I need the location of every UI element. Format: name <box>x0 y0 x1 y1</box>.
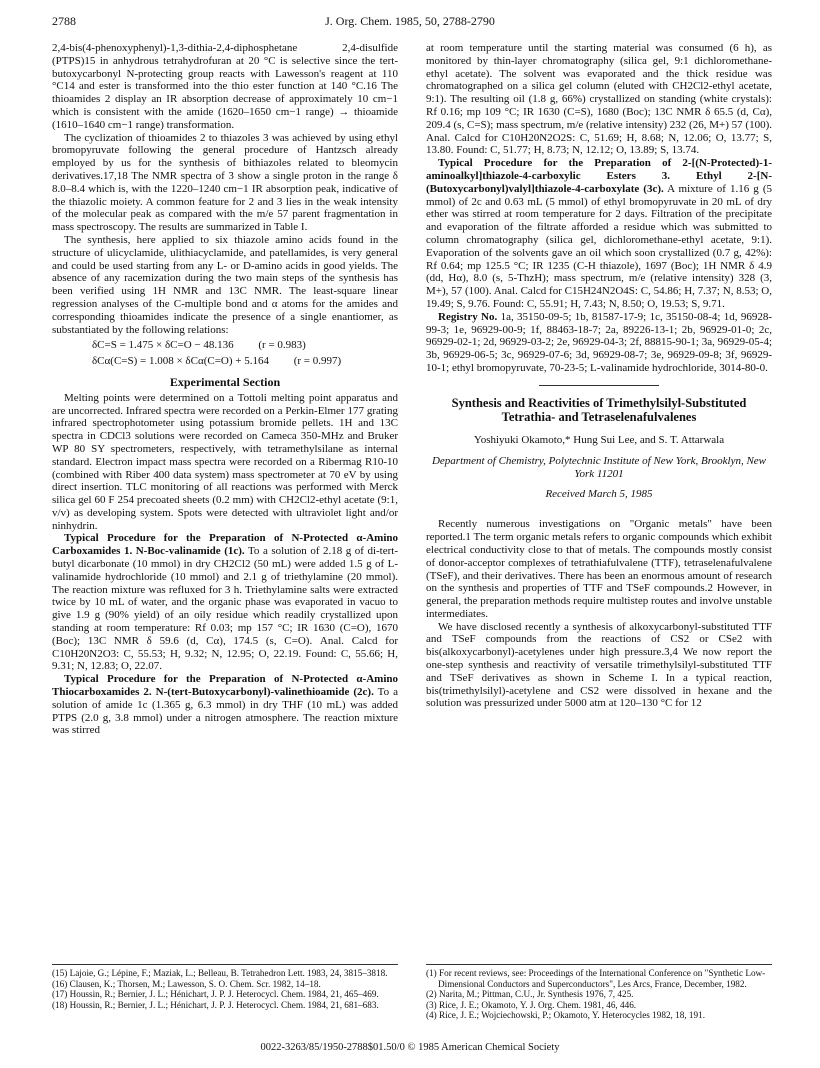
paragraph: Recently numerous investigations on "Organic metals" have been reported.1 The term organic metals refers to organic compounds which exhibit electrical conductivity close to that of metals. The compounds mostly consist of donor-acceptor complexes of tetrathiafulvalene (TTF), tetraselenafulvalene (TSeF), and their derivatives. There has been an enormous amount of research on the synthesis and properties of TTF and TSeF compounds.2 However, in general, the preparation methods require multistep routes and involve unstable intermediates. <box>426 518 772 620</box>
paragraph <box>426 157 772 311</box>
page-footer: 0022-3263/85/1950-2788$01.50/0 © 1985 American Chemical Society <box>260 1042 560 1053</box>
footnote: (4) Rice, J. E.; Wojciechowski, P.; Okamoto, Y. Heterocycles 1982, 18, 191. <box>426 1010 706 1021</box>
paragraph <box>426 311 772 375</box>
footnotes-right <box>426 964 772 1021</box>
procedure-heading: Typical Procedure for the Preparation of N-Protected α-Amino Thiocarboxamides 2. N-(tert-Butoxycarbonyl)-valinethioamide (2c). <box>52 673 398 699</box>
equation-2-body: δCα(C=S) = 1.008 × δCα(C=O) + 5.164 <box>92 355 269 368</box>
page-number: 2788 <box>52 14 76 28</box>
article-affiliation: Department of Chemistry, Polytechnic Institute of New York, Brooklyn, New York 11201 <box>431 454 767 480</box>
registry-heading: Registry No. <box>438 310 498 323</box>
equation-1-body: δC=S = 1.475 × δC=O − 48.136 <box>92 339 234 352</box>
equation-1 <box>52 339 398 352</box>
journal-citation: J. Org. Chem. 1985, 50, 2788-2790 <box>325 14 495 28</box>
footnote: (16) Clausen, K.; Thorsen, M.; Lawesson, S. O. Chem. Scr. 1982, 14–18. <box>52 978 321 989</box>
footnote: (3) Rice, J. E.; Okamoto, Y. J. Org. Chem. 1981, 46, 446. <box>426 999 637 1010</box>
paragraph <box>52 673 398 737</box>
equation-2-r: (r = 0.997) <box>293 355 342 368</box>
equation-1-r: (r = 0.983) <box>258 339 306 352</box>
paragraph: The synthesis, here applied to six thiazole amino acids found in the structure of ulicyclamide, ulithiacyclamide, and patellamides, is very general and could be used starting from any L- or D-amino acids in good yields. The absence of any racemization during the two main steps of the synthesis has been verified using 1H NMR and 13C NMR. The least-square linear regression analyses of the C-multiple bond and α atoms for the amides and corresponding thioamides indicate the presence of a single enantiomer, as substantiated by the following relations: <box>52 233 398 336</box>
procedure-text: To a solution of 2.18 g of di-tert-butyl dicarbonate (10 mmol) in dry CH2Cl2 (50 mL) were added 1.5 g of L-valinamide hydrochloride (10 mmol) and 2.1 g of triethylamine (20 mmol). The reaction mixture was refluxed for 3 h. Triethylamine salts were extracted twice by 10 mL of water, and the organic phase was evaporated in vacuo to give 1.9 g (90% yield) of an oily residue which readily crystallized upon standing at room temperature: Rf 0.03; mp 157 °C; IR 1630 (C=O), 1670 (Boc); 13C NMR δ 59.6 (d, Cα), 174.5 (s, C=O). Anal. Calcd for C10H20N2O3: C, 55.53; H, 9.32; N, 12.95; O, 22.19. Found: C, 55.66; H, 9.31; N, 12.83; O, 22.07. <box>52 545 399 673</box>
procedure-text: A mixture of 1.16 g (5 mmol) of 2c and 0.63 mL (5 mmol) of ethyl bromopyruvate in 20 mL of dry ether was stirred at room temperature for 2 days. Filtration of the precipitate and evaporation of the filtrate afforded a residue which was submitted to column chromatography (silica gel, dichloromethane-ethyl acetate, 9:1). Evaporation of the solvents gave an oil which soon crystallized (0.7 g, 42%): Rf 0.64; mp 125.5 °C; IR 1235 (C-H thiazole), 1697 (Boc); 1H NMR δ 4.9 (dd, Hα), 8.0 (s, 5-ThzH); mass spectrum, m/e (relative intensity) 328 (3, M+), 57 (100). Anal. Calcd for C15H24N2O4S: C, 54.86; H, 7.37; N, 8.53; O, 19.49; S, 9.76. Found: C, 55.91; H, 7.43; N, 8.50; O, 19.53; S, 9.71. <box>426 182 772 310</box>
paragraph: Melting points were determined on a Tottoli melting point apparatus and are uncorrected. Infrared spectra were recorded on a Perkin-Elmer 177 grating infrared spectrophotometer using potassium bromide pellets. 1H and 13C spectra in CDCl3 solutions were recorded on Cameca 350-MHz and Bruker WP 80 SY spectrometers, respectively, with tetramethylsilane as internal standard. Electron impact mass spectra were recorded on a Ribermag R10-10 (combined with Riber 400 data system) mass spectrometer at 70 eV by using direct insertion. TLC monitoring of all reactions was performed with Merck silica gel 60 F 254 precoated sheets (0.2 mm) with CH2Cl2-ethyl acetate (9:1, v/v) as developing system. Spots were detected with ultraviolet light and/or ninhydrin. <box>52 391 398 532</box>
paragraph: We have disclosed recently a synthesis of alkoxycarbonyl-substituted TTF and TSeF compounds from the reactions of CS2 or CSe2 with bis(alkoxycarbonyl)-acetylenes under high pressure.3,4 We now report the one-step synthesis and reactivity of versatile trimethylsilyl-substituted TTF and TSeF derivatives as shown in Scheme I. In a typical reaction, bis(trimethylsilyl)-acetylene and CS2 were dissolved in hexane and the solution was pressurized under 5000 atm at 120–130 °C for 12 <box>426 620 772 710</box>
paragraph: at room temperature until the starting material was consumed (6 h), as monitored by thin-layer chromatography (silica gel, 9:1 dichloromethane-ethyl acetate). The solvent was evaporated and the thick residue was chromatographed on a silica gel column (eluted with CH2Cl2-ethyl acetate, 9:1). The resulting oil (1.8 g, 66%) crystallized on standing (white crystals): Rf 0.16; mp 109 °C; IR 1630 (C=S), 1680 (Boc); 13C NMR δ 65.5 (d, Cα), 209.4 (s, C=S); mass spectrum, m/e (relative intensity) 232 (26, M+) 57 (100). Anal. Calcd for C10H20N2O2S: C, 51.69; H, 8.68; N, 12.06; O, 13.77; S, 13.80. Found: C, 51.77; H, 8.73; N, 12.12; O, 13.89; S, 13.74. <box>426 42 772 157</box>
article-separator <box>539 385 659 386</box>
right-column <box>426 42 772 710</box>
footnote: (18) Houssin, R.; Bernier, J. L.; Hénichart, J. P. J. Heterocycl. Chem. 1984, 21, 681–683. <box>52 999 379 1010</box>
article-authors: Yoshiyuki Okamoto,* Hung Sui Lee, and S. T. Attarwala <box>473 433 725 446</box>
footnote: (1) For recent reviews, see: Proceedings of the International Conference on "Synthetic Low-Dimensional Conductors and Superconductors", Les Arcs, France, December, 1982. <box>426 968 766 989</box>
footnote-rule <box>426 964 772 965</box>
registry-text: 1a, 35150-09-5; 1b, 81587-17-9; 1c, 35150-08-4; 1d, 96928-99-3; 1e, 96929-00-9; 1f, 88463-18-7; 2a, 89226-13-1; 2b, 96929-01-0; 2c, 96929-02-1; 2d, 96929-03-2; 2e, 96929-04-3; 2f, 88815-90-1; 3a, 96929-05-4; 3b, 96929-06-5; 3c, 96929-07-6; 3d, 96929-08-7; 3e, 96929-09-8; 3f, 96929-10-1; ethyl bromopyruvate, 70-23-5; L-valinamide hydrochloride, 3014-80-0. <box>426 310 773 374</box>
footnote: (15) Lajoie, G.; Lépine, F.; Maziak, L.; Belleau, B. Tetrahedron Lett. 1983, 24, 3815–3818. <box>52 968 388 978</box>
running-header <box>52 14 768 32</box>
paragraph: 2,4-bis(4-phenoxyphenyl)-1,3-dithia-2,4-diphosphetane 2,4-disulfide (PTPS)15 in anhydrous tetrahydrofuran at 20 °C is selective since the tert-butoxycarbonyl N-protecting group reacts with Lawesson's reagent at 110 °C14 and ester is transformed into the thio ester function at 140 °C.16 The thioamides 2 display an IR absorption decrease of approximately 10 cm−1 which is consistent with the amide (1620–1650 cm−1 range) → thioamide (1610–1640 cm−1 range) transformation. <box>52 42 398 131</box>
footnotes-left <box>52 964 398 1010</box>
procedure-text: To a solution of amide 1c (1.365 g, 6.3 mmol) in dry THF (10 mL) was added PTPS (2.0 g, 3.8 mmol) under a nitrogen atmosphere. The reaction mixture was stirred <box>52 686 399 737</box>
left-column <box>52 42 398 737</box>
paragraph <box>52 532 398 673</box>
footnote: (17) Houssin, R.; Bernier, J. L.; Hénichart, J. P. J. Heterocycl. Chem. 1984, 21, 465–469. <box>52 989 379 1000</box>
section-title: Experimental Section <box>169 374 281 389</box>
procedure-heading: Typical Procedure for the Preparation of N-Protected α-Amino Carboxamides 1. N-Boc-valinamide (1c). <box>52 532 398 558</box>
article-title: Synthesis and Reactivities of Trimethylsilyl-Substituted Tetrathia- and Tetraselenafulvalenes <box>451 395 747 425</box>
footnote: (2) Narita, M.; Pittman, C.U., Jr. Synthesis 1976, 7, 425. <box>426 989 634 1000</box>
received-date: Received March 5, 1985 <box>545 487 653 500</box>
paragraph: The cyclization of thioamides 2 to thiazoles 3 was achieved by using ethyl bromopyruvate following the general procedure of Hantzsch already employed by us for the synthesis of bithiazoles related to bleomycin derivatives.17,18 The NMR spectra of 3 show a single proton in the range δ 8.0–8.4 which is, with the 1220–1240 cm−1 IR absorption peak, indicative of the thiazolic moiety. A common feature for 2 and 3 lies in the weak intensity of the molecular peak as compared with the m/e 57 parent fragmentation in mass spectroscopy. The results are summarized in Table I. <box>52 131 398 234</box>
procedure-heading: Typical Procedure for the Preparation of 2-[(N-Protected)-1-aminoalkyl]thiazole-4-carboxylic Esters 3. Ethyl 2-[N-(Butoxycarbonyl)valyl]thiazole-4-carboxylate (3c). <box>426 157 772 195</box>
footnote-rule <box>52 964 398 965</box>
equation-2 <box>52 355 398 368</box>
